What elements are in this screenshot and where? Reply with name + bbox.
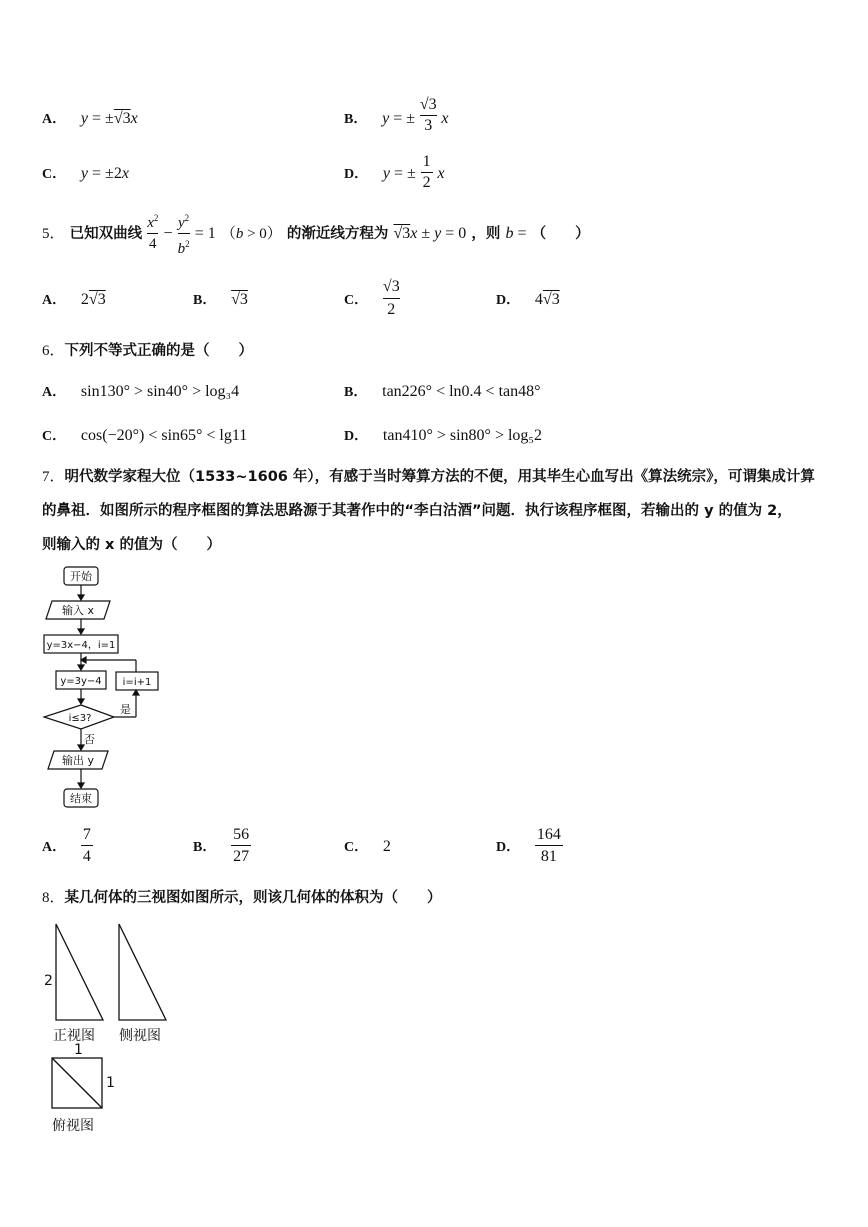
q7-option-b: B． $\frac{56}{27}$: [193, 826, 250, 865]
flow-yes-label: 是: [120, 703, 131, 716]
q4-option-d-frac: $\frac{1}{2}$: [422, 153, 431, 191]
flow-end-text: 结束: [70, 792, 92, 805]
flow-start-text: 开始: [70, 570, 92, 583]
q6-stem: 6．下列不等式正确的是（ ）: [42, 343, 254, 359]
q5-option-c: C． $\frac{√3}{2}$: [344, 276, 400, 321]
q6-option-d: D． tan410° > sin80° > log₅2: [344, 427, 542, 444]
dim-top: 1: [74, 1042, 83, 1058]
flow-step-text: y=3y−4: [60, 676, 102, 687]
q5-stem: 5． 已知双曲线 $\frac{x^2}{4}$ − $\frac{y^2}{b^2}$ = 1 （b > 0） 的渐近线方程为 √3x ± y = 0 ，则 b = （ ）: [42, 208, 590, 254]
q4-option-a-expr: y = ±√3x: [80, 110, 138, 127]
flow-output-text: 输出 y: [61, 754, 95, 767]
q7-option-d: D． $\frac{164}{81}$: [496, 826, 561, 865]
q7-stem-line3: 则输入的 x 的值为（ ）: [42, 537, 221, 553]
three-views-svg: [40, 920, 180, 1140]
front-view-triangle: [56, 924, 103, 1020]
q5-asymptote: √3x ± y = 0: [393, 225, 467, 242]
q6-option-a: A． sin130° > sin40° > log₃4: [42, 383, 240, 400]
q8-three-views: [40, 920, 180, 1140]
flow-cond-text: i≤3?: [68, 713, 92, 724]
flowchart-svg: [40, 563, 170, 811]
q4-option-b-frac: $\frac{√3}{3}$: [419, 96, 437, 134]
dim-right: 1: [106, 1075, 115, 1091]
q5-frac-x: $\frac{x^2}{4}$: [147, 208, 158, 254]
q7-flowchart: [40, 563, 170, 811]
q4-option-d: D． y = ± $\frac{1}{2}$ x: [344, 153, 445, 191]
side-view-label: 侧视图: [119, 1028, 161, 1044]
q7-stem-line1: 7．明代数学家程大位（1533~1606 年），有感于当时筹算方法的不便，用其毕生心血写出《算法统宗》，可谓集成计算: [42, 469, 815, 485]
q7-stem-line2: 的鼻祖．如图所示的程序框图的算法思路源于其著作中的“李白沽酒”问题．执行该程序框图，若输出的 y 的值为 2，: [42, 503, 792, 519]
q8-stem: 8．某几何体的三视图如图所示，则该几何体的体积为（ ）: [42, 890, 442, 906]
front-view-label: 正视图: [53, 1028, 95, 1044]
q4-option-c: C． y = ±2x: [42, 165, 129, 182]
q5-frac-y: $\frac{y^2}{b^2}$: [178, 208, 190, 259]
side-view-triangle: [119, 924, 166, 1020]
q5-option-a: A． 2√3: [42, 291, 106, 308]
q6-option-b: B． tan226° < ln0.4 < tan48°: [344, 383, 541, 400]
q5-option-b: B． √3: [193, 291, 248, 308]
flow-no-label: 否: [84, 733, 95, 746]
q4-option-b: B． y = ± $\frac{√3}{3}$ x: [344, 96, 449, 134]
q5-option-c-frac: $\frac{√3}{2}$: [382, 278, 400, 318]
q4-option-a: A． y = ±√3x: [42, 110, 138, 127]
flow-init-text: y=3x−4，i=1: [46, 640, 116, 651]
top-view-label: 俯视图: [52, 1118, 94, 1134]
q7-option-c: C． 2: [344, 838, 391, 855]
flow-input-text: 输入 x: [61, 604, 95, 617]
q6-option-c: C． cos(−20°) < sin65° < lg11: [42, 427, 248, 444]
q5-option-d: D． 4√3: [496, 291, 560, 308]
q7-option-a: A． $\frac{7}{4}$: [42, 826, 91, 865]
dim-height: 2: [44, 973, 53, 989]
flow-incr-text: i=i+1: [122, 677, 152, 688]
q4-option-c-expr: y = ±2x: [80, 165, 129, 182]
